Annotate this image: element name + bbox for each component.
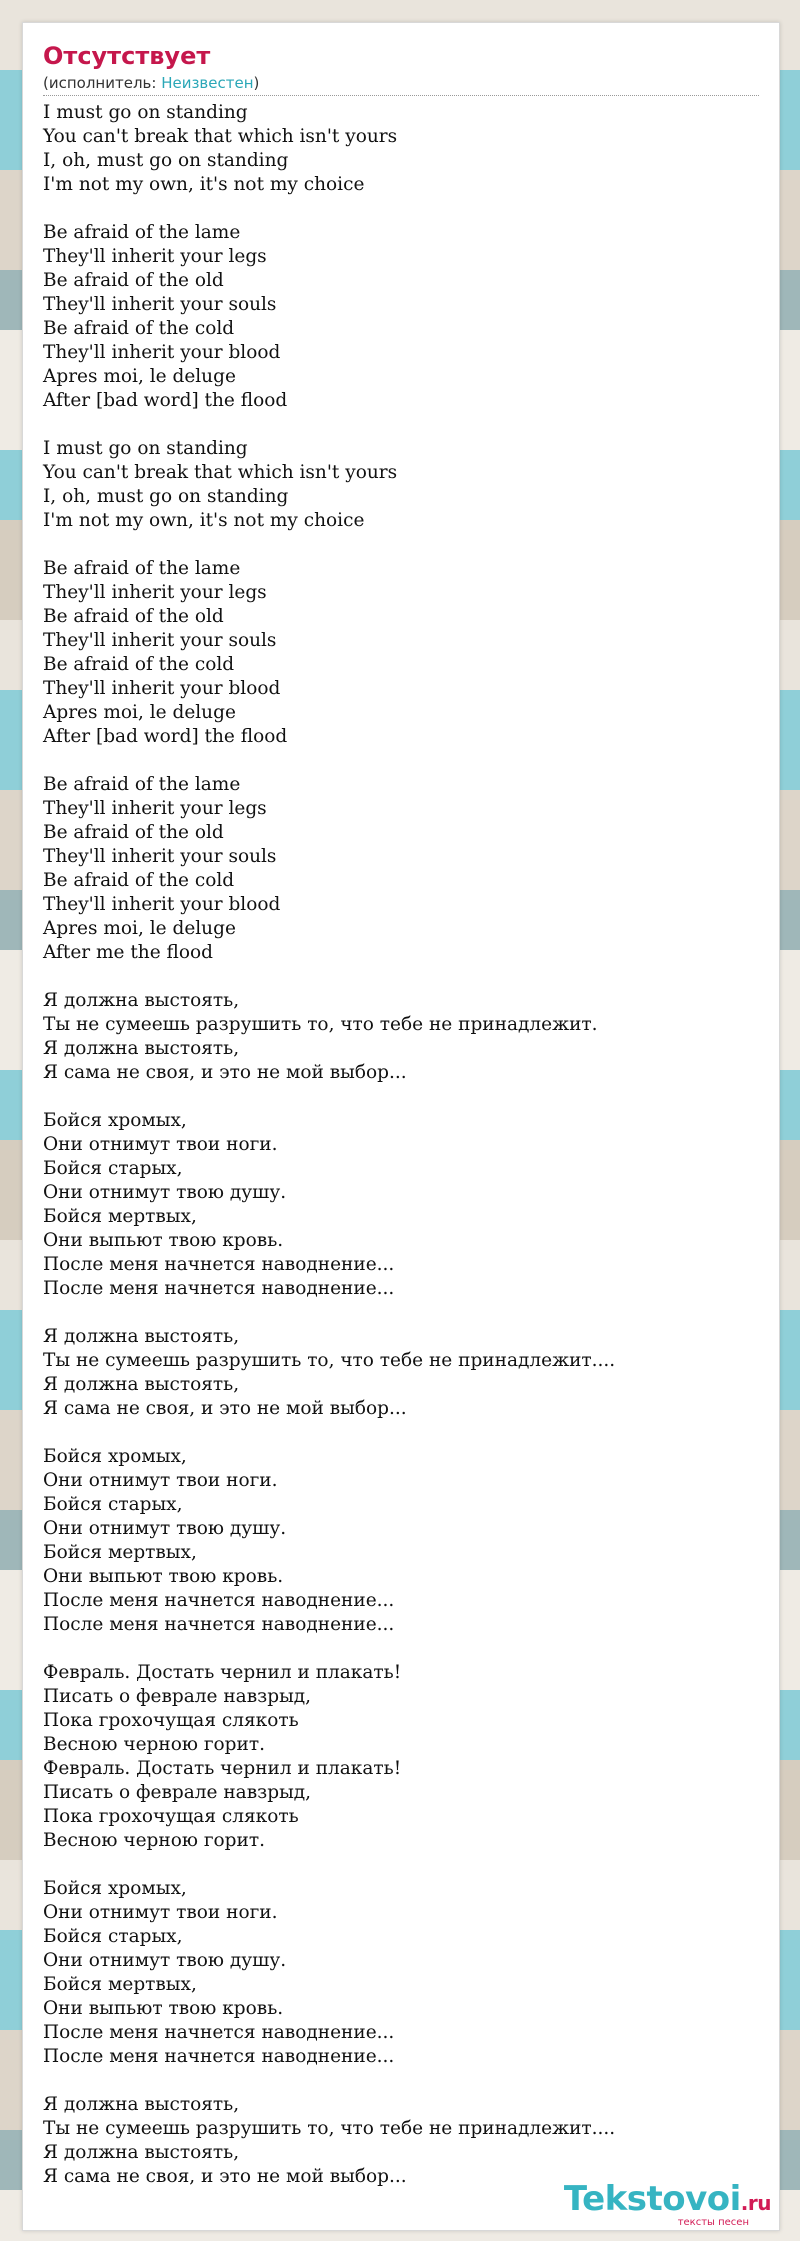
lyric-line: Бойся хромых, bbox=[43, 1110, 187, 1131]
lyric-stanza bbox=[43, 557, 759, 749]
lyric-line: Бойся старых, bbox=[43, 1926, 183, 1947]
site-logo[interactable] bbox=[564, 2181, 771, 2228]
lyric-line: Весною черною горит. bbox=[43, 1830, 265, 1851]
lyric-line: Они отнимут твою душу. bbox=[43, 1518, 287, 1539]
lyric-line: Я сама не своя, и это не мой выбор... bbox=[43, 1062, 407, 1083]
lyric-line: Ты не сумеешь разрушить то, что тебе не принадлежит. bbox=[43, 1014, 598, 1035]
lyric-line: They'll inherit your legs bbox=[43, 246, 267, 267]
lyric-line: After me the flood bbox=[43, 942, 213, 963]
lyric-stanza bbox=[43, 2093, 759, 2189]
lyric-line: Они отнимут твои ноги. bbox=[43, 1470, 278, 1491]
lyric-line: Они выпьют твою кровь. bbox=[43, 1566, 284, 1587]
lyric-line: После меня начнется наводнение... bbox=[43, 2022, 395, 2043]
lyric-line: Я должна выстоять, bbox=[43, 1326, 240, 1347]
lyric-stanza bbox=[43, 1661, 759, 1853]
lyric-stanza bbox=[43, 1325, 759, 1421]
lyric-line: I must go on standing bbox=[43, 102, 248, 123]
lyric-line: I must go on standing bbox=[43, 438, 248, 459]
lyric-stanza bbox=[43, 1445, 759, 1637]
lyrics-body bbox=[43, 101, 759, 2213]
lyric-line: Be afraid of the old bbox=[43, 270, 224, 291]
lyric-line: После меня начнется наводнение... bbox=[43, 2046, 395, 2067]
lyric-line: Я должна выстоять, bbox=[43, 2094, 240, 2115]
lyric-stanza bbox=[43, 221, 759, 413]
lyric-line: Be afraid of the lame bbox=[43, 558, 241, 579]
lyric-line: They'll inherit your blood bbox=[43, 678, 281, 699]
lyric-line: Весною черною горит. bbox=[43, 1734, 265, 1755]
artist-suffix: ) bbox=[253, 74, 260, 92]
lyric-line: Я должна выстоять, bbox=[43, 990, 240, 1011]
lyric-line: Бойся мертвых, bbox=[43, 1206, 197, 1227]
lyric-line: Бойся старых, bbox=[43, 1494, 183, 1515]
lyric-line: После меня начнется наводнение... bbox=[43, 1278, 395, 1299]
lyric-line: Ты не сумеешь разрушить то, что тебе не принадлежит.... bbox=[43, 1350, 616, 1371]
lyric-line: Писать о феврале навзрыд, bbox=[43, 1686, 312, 1707]
artist-line bbox=[43, 73, 759, 96]
lyric-line: Бойся мертвых, bbox=[43, 1542, 197, 1563]
lyric-line: Apres moi, le deluge bbox=[43, 366, 236, 387]
lyric-line: You can't break that which isn't yours bbox=[43, 462, 398, 483]
lyric-line: They'll inherit your blood bbox=[43, 342, 281, 363]
logo-tld: .ru bbox=[740, 2191, 771, 2215]
lyric-line: Пока грохочущая слякоть bbox=[43, 1806, 299, 1827]
lyric-line: Они выпьют твою кровь. bbox=[43, 1230, 284, 1251]
lyric-line: Февраль. Достать чернил и плакать! bbox=[43, 1662, 402, 1683]
lyric-line: Я должна выстоять, bbox=[43, 1374, 240, 1395]
lyric-line: Я должна выстоять, bbox=[43, 2142, 240, 2163]
lyric-line: Февраль. Достать чернил и плакать! bbox=[43, 1758, 402, 1779]
lyric-line: Be afraid of the lame bbox=[43, 774, 241, 795]
lyric-line: Ты не сумеешь разрушить то, что тебе не принадлежит.... bbox=[43, 2118, 616, 2139]
lyric-line: I'm not my own, it's not my choice bbox=[43, 510, 365, 531]
lyric-line: Они отнимут твои ноги. bbox=[43, 1134, 278, 1155]
lyric-line: Be afraid of the cold bbox=[43, 870, 235, 891]
lyric-line: After [bad word] the flood bbox=[43, 726, 288, 747]
lyric-line: Они отнимут твою душу. bbox=[43, 1182, 287, 1203]
lyric-line: I, oh, must go on standing bbox=[43, 486, 289, 507]
lyric-line: Писать о феврале навзрыд, bbox=[43, 1782, 312, 1803]
lyric-line: I, oh, must go on standing bbox=[43, 150, 289, 171]
lyric-line: После меня начнется наводнение... bbox=[43, 1590, 395, 1611]
lyric-line: Бойся хромых, bbox=[43, 1446, 187, 1467]
lyrics-card bbox=[22, 22, 780, 2231]
artist-prefix: (исполнитель: bbox=[43, 74, 162, 92]
logo-tagline: тексты песен bbox=[677, 2217, 749, 2228]
lyric-line: Apres moi, le deluge bbox=[43, 702, 236, 723]
lyric-line: They'll inherit your souls bbox=[43, 630, 277, 651]
artist-link[interactable]: Неизвестен bbox=[161, 74, 254, 92]
lyric-line: Be afraid of the old bbox=[43, 606, 224, 627]
lyric-line: Be afraid of the cold bbox=[43, 318, 235, 339]
lyric-stanza bbox=[43, 1877, 759, 2069]
lyric-line: They'll inherit your souls bbox=[43, 294, 277, 315]
lyric-line: Be afraid of the lame bbox=[43, 222, 241, 243]
lyric-line: They'll inherit your legs bbox=[43, 582, 267, 603]
lyric-stanza bbox=[43, 101, 759, 197]
lyric-stanza bbox=[43, 773, 759, 965]
lyric-line: You can't break that which isn't yours bbox=[43, 126, 398, 147]
lyric-line: Я сама не своя, и это не мой выбор... bbox=[43, 1398, 407, 1419]
lyric-line: I'm not my own, it's not my choice bbox=[43, 174, 365, 195]
song-title: Отсутствует bbox=[43, 42, 211, 70]
lyric-line: Бойся хромых, bbox=[43, 1878, 187, 1899]
lyric-line: Пока грохочущая слякоть bbox=[43, 1710, 299, 1731]
logo-wordmark bbox=[564, 2181, 771, 2221]
lyric-line: They'll inherit your legs bbox=[43, 798, 267, 819]
lyric-stanza bbox=[43, 437, 759, 533]
lyric-line: Apres moi, le deluge bbox=[43, 918, 236, 939]
lyric-line: They'll inherit your souls bbox=[43, 846, 277, 867]
lyric-line: Be afraid of the cold bbox=[43, 654, 235, 675]
logo-main-text: Tekstovoi bbox=[563, 2179, 741, 2219]
lyric-line: After [bad word] the flood bbox=[43, 390, 288, 411]
lyric-line: Они выпьют твою кровь. bbox=[43, 1998, 284, 2019]
lyric-line: Они отнимут твои ноги. bbox=[43, 1902, 278, 1923]
lyric-line: Бойся старых, bbox=[43, 1158, 183, 1179]
lyric-line: Я сама не своя, и это не мой выбор... bbox=[43, 2166, 407, 2187]
lyric-line: После меня начнется наводнение... bbox=[43, 1614, 395, 1635]
lyric-line: Бойся мертвых, bbox=[43, 1974, 197, 1995]
lyric-line: Я должна выстоять, bbox=[43, 1038, 240, 1059]
lyric-stanza bbox=[43, 989, 759, 1085]
lyric-line: После меня начнется наводнение... bbox=[43, 1254, 395, 1275]
lyric-stanza bbox=[43, 1109, 759, 1301]
lyric-line: They'll inherit your blood bbox=[43, 894, 281, 915]
lyric-line: Они отнимут твою душу. bbox=[43, 1950, 287, 1971]
lyric-line: Be afraid of the old bbox=[43, 822, 224, 843]
